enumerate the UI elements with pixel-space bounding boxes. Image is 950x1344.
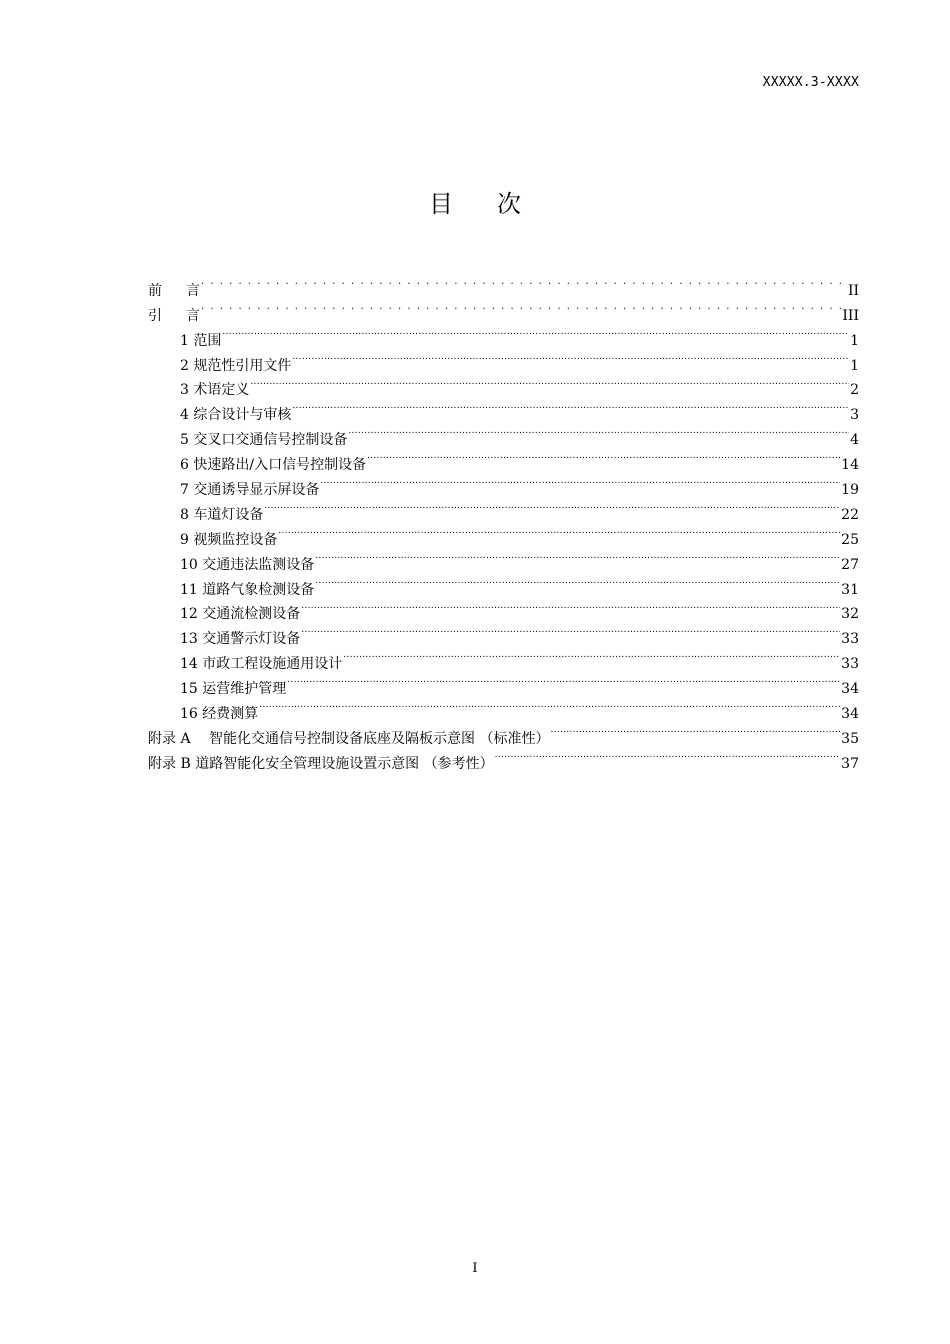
toc-entry-page: 14: [841, 457, 859, 474]
toc-entry-label: 13 交通警示灯设备: [180, 631, 301, 648]
toc-entry-page: 4: [850, 432, 859, 449]
toc-entry-page: 2: [850, 382, 859, 399]
toc-entry-label: 4 综合设计与审核: [180, 407, 292, 424]
toc-leader-dots: [292, 394, 849, 419]
toc-entry-label: 7 交通诱导显示屏设备: [180, 482, 320, 499]
toc-entry-page: 31: [841, 581, 859, 598]
toc-entry-page: 19: [841, 482, 859, 499]
toc-entry-label: 16 经费测算: [180, 706, 259, 723]
toc-leader-dots: [222, 320, 849, 345]
toc-title-char-1: 目: [429, 190, 453, 218]
toc-entry-page: 33: [841, 631, 859, 648]
toc-entry[interactable]: [148, 320, 859, 349]
document-code: XXXXX.3-XXXX: [762, 75, 859, 90]
toc-entry-page: III: [842, 307, 859, 324]
toc-entry-label: 1 范围: [180, 332, 222, 349]
toc-entry-label: 5 交叉口交通信号控制设备: [180, 432, 348, 449]
toc-leader-dots: [201, 270, 847, 295]
toc-leader-dots: [259, 693, 840, 718]
toc-entry-page: 27: [841, 556, 859, 573]
toc-leader-dots: [278, 519, 840, 544]
toc-entry-page: 1: [850, 357, 859, 374]
toc-entry-label: 12 交通流检测设备: [180, 606, 301, 623]
toc-entry[interactable]: [148, 394, 859, 424]
toc-leader-dots: [348, 419, 849, 444]
toc-entry-label: 11 道路气象检测设备: [180, 581, 315, 598]
toc-leader-dots: [550, 718, 840, 743]
toc-entry-page: II: [847, 282, 859, 299]
toc-entry-label: 附录 B 道路智能化安全管理设施设置示意图 （参考性）: [148, 755, 494, 772]
toc-entry-label: 3 术语定义: [180, 382, 250, 399]
toc-entry-label: 前言: [148, 282, 200, 299]
toc-entry-page: 1: [850, 332, 859, 349]
toc-entry-introduction[interactable]: [148, 295, 859, 324]
toc-leader-dots: [315, 544, 840, 569]
toc-leader-dots: [250, 370, 849, 395]
toc-entry-page: 34: [841, 681, 859, 698]
toc-leader-dots: [201, 295, 841, 320]
toc-leader-dots: [264, 494, 840, 519]
toc-leader-dots: [343, 643, 840, 668]
table-of-contents: [148, 270, 859, 772]
toc-leader-dots: [495, 743, 841, 768]
toc-entry-label: 2 规范性引用文件: [180, 357, 292, 374]
toc-entry-label: 附录 A 智能化交通信号控制设备底座及隔板示意图 （标准性）: [148, 730, 550, 747]
toc-leader-dots: [292, 345, 849, 370]
toc-entry-label: 14 市政工程设施通用设计: [180, 656, 343, 673]
toc-title: [0, 184, 950, 219]
toc-entry-label: 15 运营维护管理: [180, 681, 287, 698]
toc-entry[interactable]: [148, 345, 859, 374]
toc-entry-label: 8 车道灯设备: [180, 506, 264, 523]
toc-leader-dots: [367, 444, 840, 469]
toc-entry-page: 3: [850, 407, 859, 424]
toc-entry-page: 22: [841, 506, 859, 523]
toc-entry-label: 6 快速路出/入口信号控制设备: [180, 457, 367, 474]
toc-leader-dots: [301, 618, 840, 643]
toc-entry-page: 37: [841, 755, 859, 772]
toc-entry-page: 32: [841, 606, 859, 623]
toc-leader-dots: [315, 569, 840, 594]
toc-title-char-2: 次: [497, 190, 521, 218]
toc-leader-dots: [301, 594, 840, 619]
toc-entry[interactable]: [148, 370, 859, 399]
toc-entry-label: 10 交通违法监测设备: [180, 556, 315, 573]
toc-entry-page: 35: [841, 730, 859, 747]
toc-entry-page: 33: [841, 656, 859, 673]
toc-entry-label: 9 视频监控设备: [180, 531, 278, 548]
page-number: I: [472, 1261, 478, 1276]
toc-entry-page: 25: [841, 531, 859, 548]
toc-leader-dots: [320, 469, 840, 494]
toc-entry-label: 引言: [148, 307, 200, 324]
toc-entry-foreword[interactable]: [148, 270, 859, 299]
toc-leader-dots: [287, 668, 840, 693]
toc-entry-page: 34: [841, 706, 859, 723]
